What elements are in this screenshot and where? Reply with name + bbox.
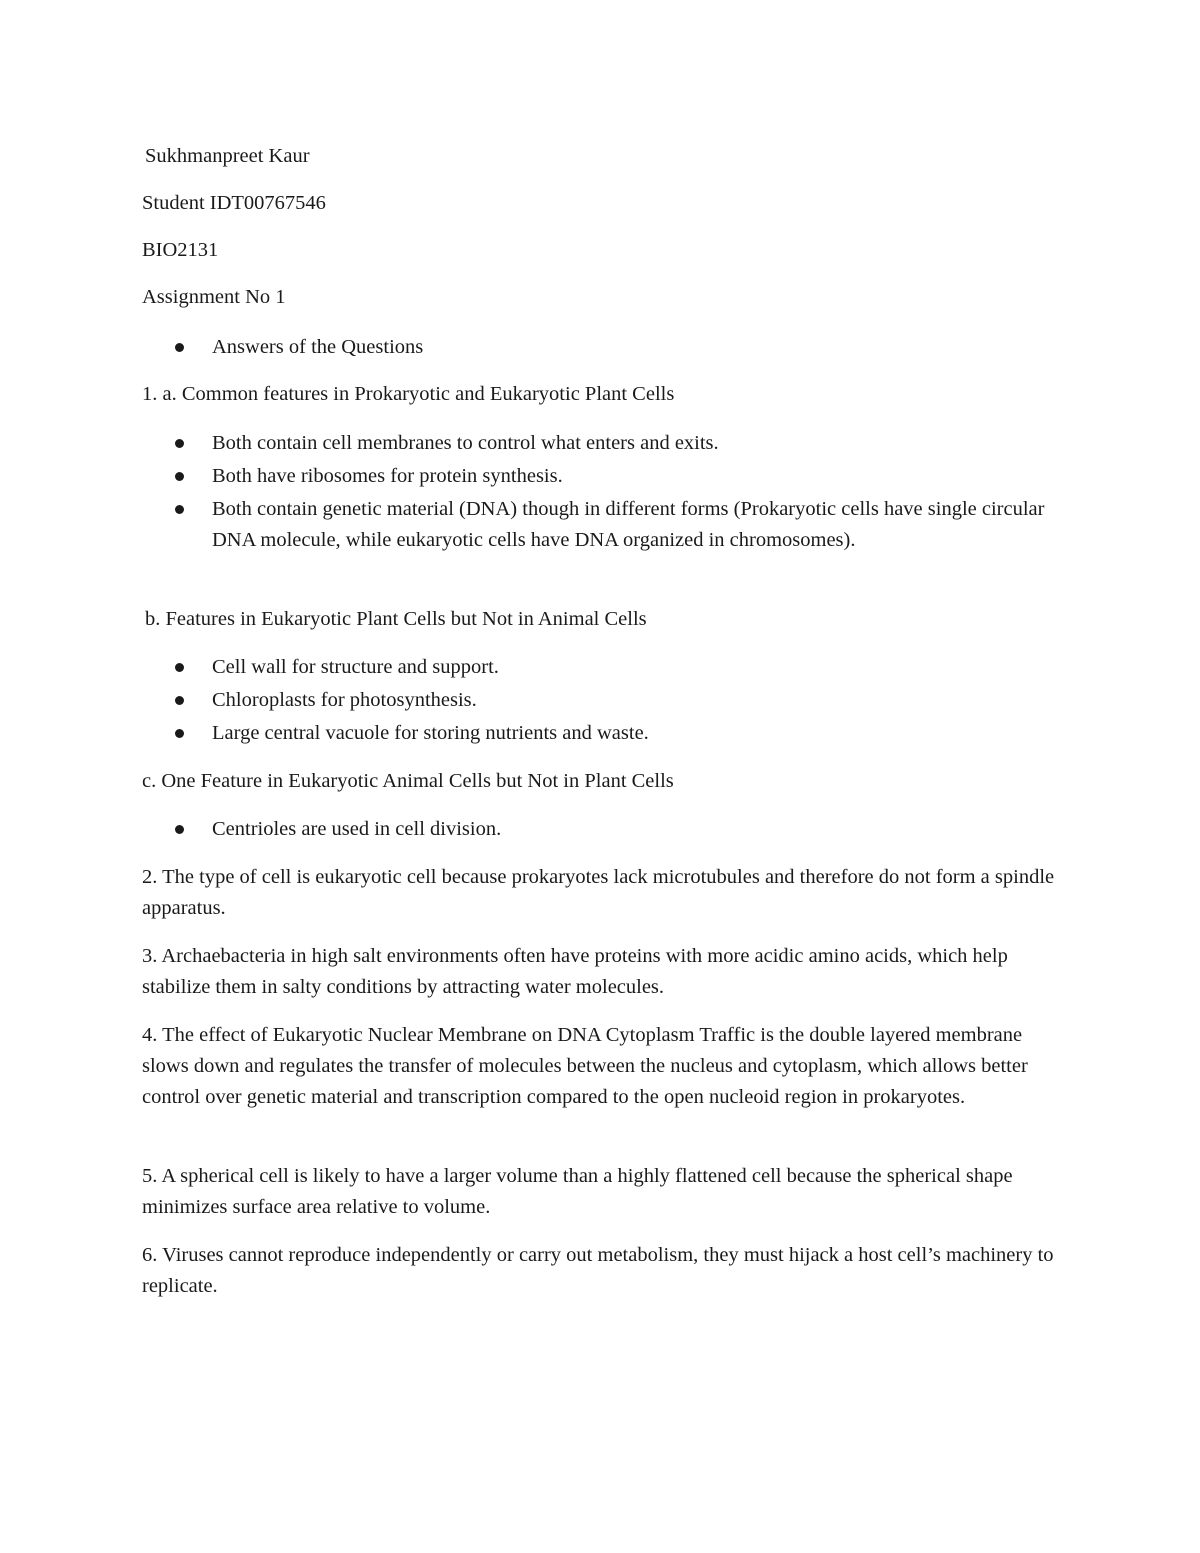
- bullet-icon: [175, 472, 184, 481]
- q1a-list: [0, 428, 1052, 556]
- answer-6: 6. Viruses cannot reproduce independently or carry out metabolism, they must hijack a host cell’s machinery to replicate.: [142, 1244, 1054, 1297]
- bullet-icon: [175, 343, 184, 352]
- list-item-text: Large central vacuole for storing nutrients and waste.: [212, 722, 649, 744]
- list-item: [0, 494, 1052, 556]
- list-item: [0, 652, 1052, 683]
- list-item: [0, 814, 1052, 845]
- bullet-icon: [175, 825, 184, 834]
- list-item: [0, 685, 1052, 716]
- list-item-text: Cell wall for structure and support.: [212, 656, 499, 678]
- assignment-title: Assignment No 1: [142, 286, 286, 308]
- bullet-icon: [175, 729, 184, 738]
- list-item-text: Both contain cell membranes to control what enters and exits.: [212, 432, 719, 454]
- list-item-text: Both contain genetic material (DNA) though in different forms (Prokaryotic cells have single circular DNA molecule, while eukaryotic cells have DNA organized in chromosomes).: [212, 498, 1045, 551]
- q1a-heading: 1. a. Common features in Prokaryotic and Eukaryotic Plant Cells: [142, 383, 675, 405]
- q1c-list: [0, 814, 1052, 845]
- student-name: Sukhmanpreet Kaur: [145, 145, 310, 167]
- course-code: BIO2131: [142, 239, 219, 261]
- intro-list: [0, 332, 1052, 363]
- bullet-icon: [175, 663, 184, 672]
- bullet-icon: [175, 696, 184, 705]
- bullet-icon: [175, 439, 184, 448]
- answer-2: 2. The type of cell is eukaryotic cell because prokaryotes lack microtubules and therefore do not form a spindle apparatus.: [142, 866, 1055, 919]
- list-item-text: Both have ribosomes for protein synthesis.: [212, 465, 563, 487]
- list-item: [0, 461, 1052, 492]
- answer-4: 4. The effect of Eukaryotic Nuclear Membrane on DNA Cytoplasm Traffic is the double layered membrane slows down and regulates the transfer of molecules between the nucleus and cytoplasm, which allows better control over genetic material and transcription compared to the open nucleoid region in prokaryotes.: [142, 1024, 1028, 1108]
- q1b-heading: b. Features in Eukaryotic Plant Cells but Not in Animal Cells: [145, 608, 647, 630]
- q1c-heading: c. One Feature in Eukaryotic Animal Cells but Not in Plant Cells: [142, 770, 674, 792]
- list-item-text: Centrioles are used in cell division.: [212, 818, 502, 840]
- list-item: [0, 332, 1052, 363]
- answer-3: 3. Archaebacteria in high salt environments often have proteins with more acidic amino acids, which help stabilize them in salty conditions by attracting water molecules.: [142, 945, 1008, 998]
- list-item-text: Answers of the Questions: [212, 336, 424, 358]
- q1b-list: [0, 652, 1052, 749]
- list-item: [0, 718, 1052, 749]
- list-item-text: Chloroplasts for photosynthesis.: [212, 689, 477, 711]
- student-id: Student IDT00767546: [142, 192, 326, 214]
- list-item: [0, 428, 1052, 459]
- bullet-icon: [175, 505, 184, 514]
- answer-5: 5. A spherical cell is likely to have a larger volume than a highly flattened cell because the spherical shape minimizes surface area relative to volume.: [142, 1165, 1013, 1218]
